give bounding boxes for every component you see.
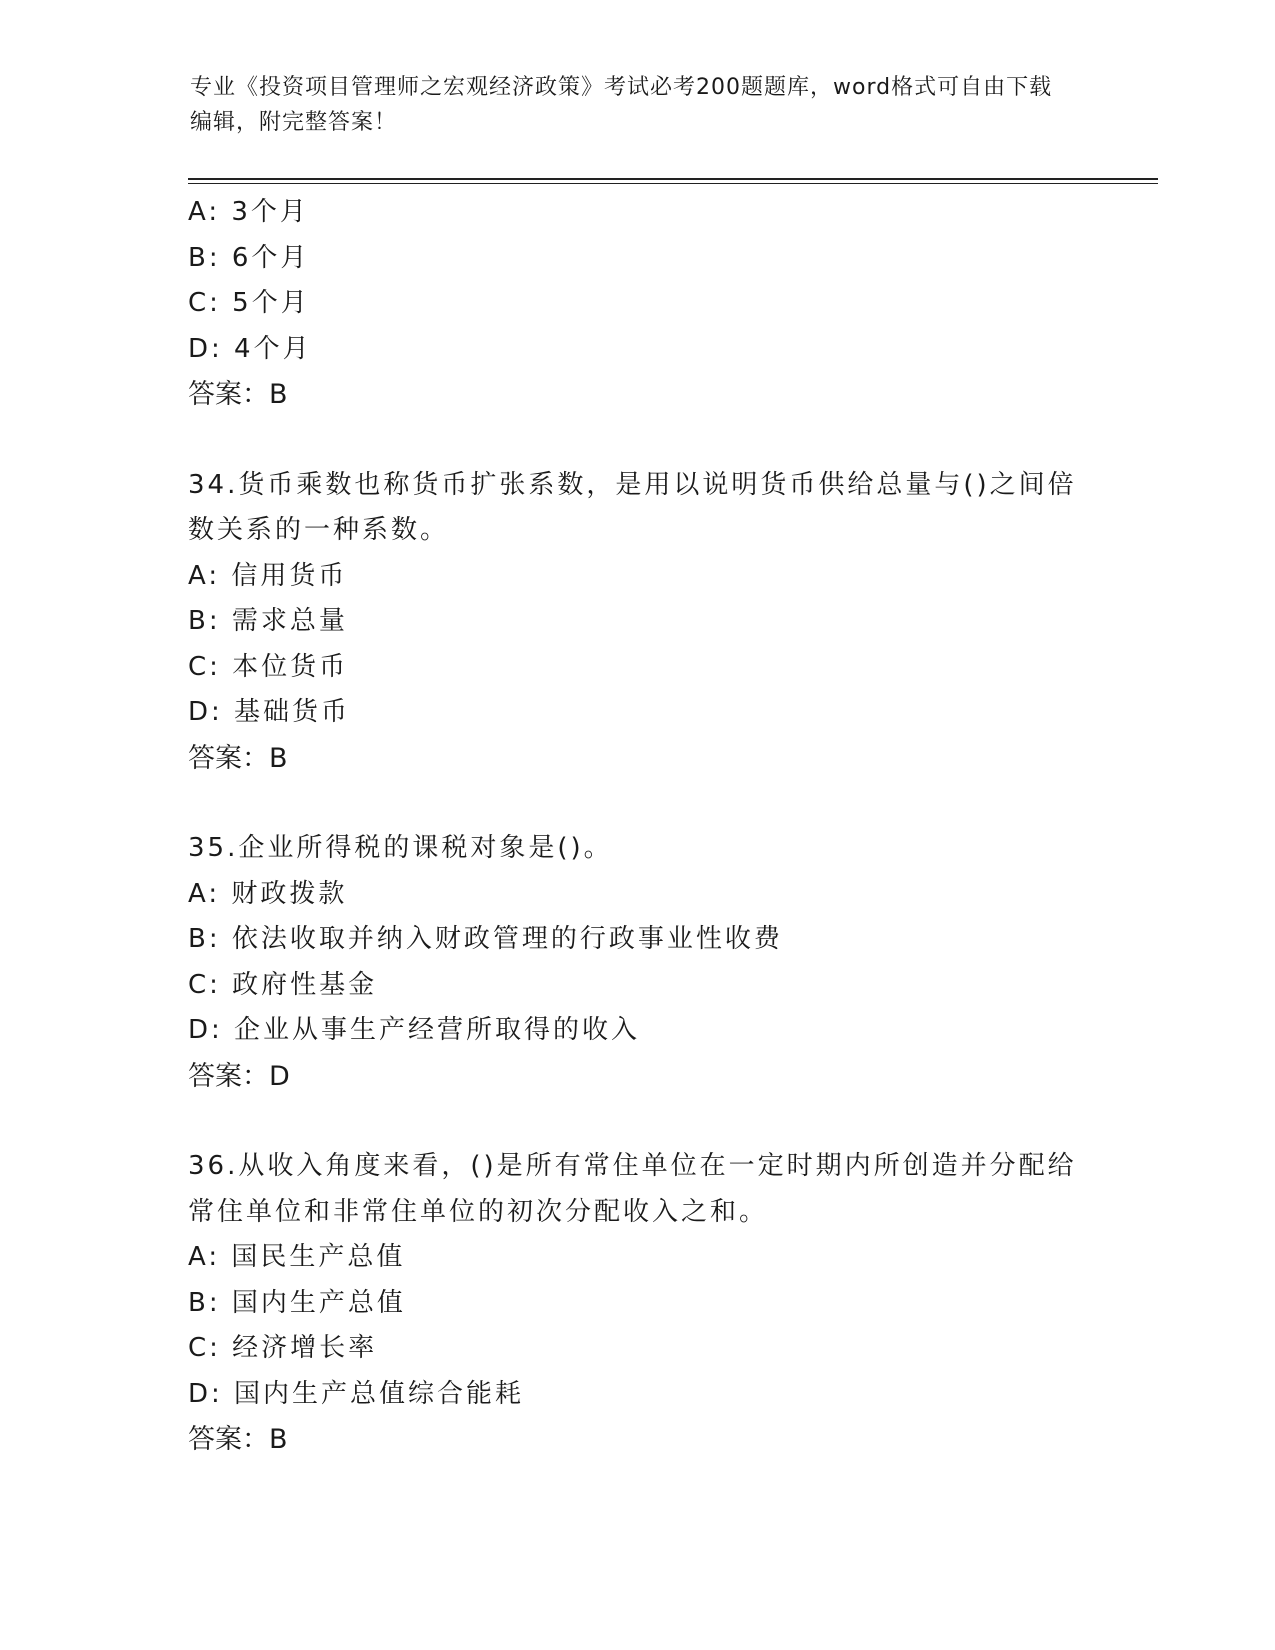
- option-c: C: 5个月: [188, 288, 310, 318]
- option-b: B: 国内生产总值: [188, 1287, 406, 1318]
- question-text: 36.从收入角度来看，()是所有常住单位在一定时期内所创造并分配给常住单位和非常住单位的初次分配收入之和。: [188, 1151, 1077, 1227]
- option-a: A: 3个月: [188, 197, 309, 227]
- question-35: [188, 826, 1088, 1099]
- prev-question: [188, 190, 1088, 418]
- option-b: B: 需求总量: [188, 606, 348, 636]
- header-rule-thin: [188, 183, 1158, 184]
- question-list: [188, 190, 1088, 1463]
- option-d: D: 国内生产总值综合能耗: [188, 1378, 525, 1409]
- question-text: 34.货币乘数也称货币扩张系数，是用以说明货币供给总量与()之间倍数关系的一种系数。: [188, 469, 1077, 545]
- option-c: C: 经济增长率: [188, 1333, 378, 1363]
- answer: 答案：D: [188, 1060, 290, 1092]
- question-34: [188, 463, 1088, 782]
- option-a: A: 财政拨款: [188, 878, 348, 909]
- question-36: [188, 1144, 1088, 1463]
- option-b: B: 依法收取并纳入财政管理的行政事业性收费: [188, 924, 783, 954]
- question-text: 35.企业所得税的课税对象是()。: [188, 833, 613, 863]
- option-a: A: 国民生产总值: [188, 1242, 406, 1272]
- option-c: C: 政府性基金: [188, 969, 378, 1000]
- option-d: D: 基础货币: [188, 697, 351, 727]
- document-header: 专业《投资项目管理师之宏观经济政策》考试必考200题题库，word格式可自由下载编辑，附完整答案！: [190, 75, 1053, 135]
- option-d: D: 企业从事生产经营所取得的收入: [188, 1015, 641, 1045]
- option-c: C: 本位货币: [188, 651, 349, 682]
- option-a: A: 信用货币: [188, 560, 348, 591]
- answer: 答案：B: [188, 1424, 288, 1455]
- option-d: D: 4个月: [188, 333, 312, 364]
- header-rule-thick: [188, 178, 1158, 180]
- answer: 答案：B: [188, 379, 288, 410]
- answer: 答案：B: [188, 742, 288, 774]
- option-b: B: 6个月: [188, 242, 310, 273]
